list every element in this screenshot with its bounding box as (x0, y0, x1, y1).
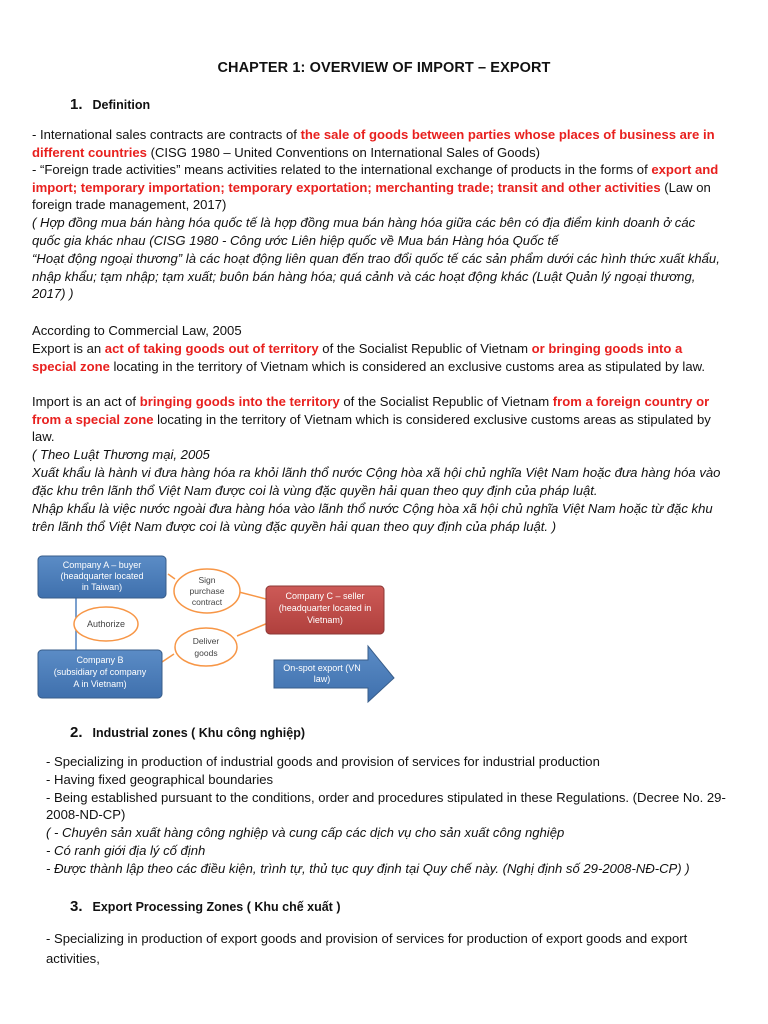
text-run: of the Socialist Republic of Vietnam (339, 394, 553, 409)
trade-flow-diagram (32, 548, 404, 708)
text-run: locating in the territory of Vietnam which is considered exclusive customs areas as stipulated by law. (32, 411, 711, 445)
section-number: 2. (70, 724, 83, 741)
highlight-text: bringing goods into the territory (139, 394, 340, 409)
text-run: Import is an act of (32, 394, 140, 409)
section-heading-industrial-zones (70, 724, 305, 741)
industrial-zone-list (46, 753, 726, 878)
deliver-line-2: goods (194, 648, 218, 658)
company-c-line-2: (headquarter located in (278, 603, 372, 613)
commercial-law-vn-source: ( Theo Luật Thương mại, 2005 (32, 447, 210, 462)
sign-line-1: Sign (198, 575, 216, 585)
sign-line-2: purchase (189, 586, 225, 596)
deliver-goods-ellipse (175, 628, 237, 666)
company-c-line-1: Company C – seller (285, 591, 365, 601)
onspot-line-1: On-spot export (VN (283, 663, 361, 673)
text-run: - “Foreign trade activities” means activities related to the international exchange of products in the forms of (32, 162, 652, 177)
definition-vietnamese-2: “Hoạt động ngoại thương” là các hoạt động liên quan đến trao đổi quốc tế các sản phẩm dưới các hình thức xuất khẩu, nhập khẩu; tạm nhập; tạm xuất; buôn bán hàng hóa; quá cảnh và các hoạt động khác (Luật Quản lý ngoại thương, 2017) ) (32, 251, 720, 302)
list-item: - Specializing in production of industrial goods and provision of services for industrial production (46, 754, 600, 769)
definition-vietnamese-1: ( Hợp đồng mua bán hàng hóa quốc tế là hợp đồng mua bán hàng hóa giữa các bên có địa điểm kinh doanh ở các quốc gia khác nhau (CISG 1980 - Công ước Liên hiệp quốc về Mua bán Hàng hóa Quốc tế (32, 215, 696, 248)
highlight-text: the sale of goods between parties whose places of business are in different countries (32, 127, 715, 160)
section-title: Industrial zones ( Khu công nghiệp) (92, 726, 306, 740)
highlight-text: from a foreign country or from a special zone (32, 394, 710, 427)
definition-paragraph-2 (32, 161, 722, 214)
list-item: - Being established pursuant to the conditions, order and procedures stipulated in these Regulations. (Decree No. 29-2008-ND-CP) (46, 789, 726, 823)
company-a-line-1: Company A – buyer (62, 560, 142, 570)
company-a-line-3: in Taiwan) (81, 582, 123, 592)
highlight-text: or bringing goods into a special zone (32, 341, 683, 374)
list-item-vn: ( - Chuyên sản xuất hàng công nghiệp và cung cấp các dịch vụ cho sản xuất công nghiệp (46, 825, 565, 841)
list-item: - Having fixed geographical boundaries (46, 771, 274, 787)
import-definition (32, 393, 722, 446)
text-run: (Law on foreign trade management, 2017) (32, 179, 711, 213)
export-definition (32, 340, 722, 375)
list-item-vn: - Có ranh giới địa lý cố định (46, 842, 206, 858)
company-c-line-3: Vietnam) (307, 615, 343, 625)
text-run: locating in the territory of Vietnam which is considered an exclusive customs area as stipulated by law. (109, 358, 705, 374)
deliver-line-1: Deliver (192, 636, 220, 646)
onspot-line-2: law) (313, 674, 331, 684)
connector-deliver-c (237, 623, 268, 636)
highlight-text: act of taking goods out of territory (104, 341, 319, 356)
section-title: Definition (92, 98, 151, 112)
section-number: 3. (70, 898, 83, 915)
connector-b-deliver (162, 654, 174, 662)
epz-list (46, 929, 726, 969)
chapter-title: CHAPTER 1: OVERVIEW OF IMPORT – EXPORT (217, 60, 551, 76)
authorize-label: Authorize (86, 619, 126, 629)
list-item: - Specializing in production of export goods and provision of services for production of export goods and export activities, (46, 931, 688, 966)
section-title: Export Processing Zones ( Khu chế xuất ) (92, 900, 341, 914)
commercial-law-intro: According to Commercial Law, 2005 (32, 323, 242, 338)
text-run: Export is an (32, 341, 105, 356)
company-b-line-3: A in Vietnam) (73, 679, 127, 689)
export-definition-vn: Xuất khẩu là hành vi đưa hàng hóa ra khỏi lãnh thổ nước Cộng hòa xã hội chủ nghĩa Việt Nam hoặc đưa hàng hóa vào đặc khu trên lãnh thổ Việt Nam được coi là vùng đặc quyền hải quan theo quy định của pháp luật. (32, 465, 721, 498)
on-spot-export-arrow (274, 646, 394, 702)
company-b-line-2: (subsidiary of company (53, 667, 147, 677)
text-run: (CISG 1980 – United Conventions on International Sales of Goods) (146, 144, 540, 160)
section-heading-definition (70, 96, 150, 113)
diagram-svg (32, 548, 404, 708)
company-b-line-1: Company B (76, 655, 124, 665)
sign-line-3: contract (191, 597, 223, 607)
import-definition-vn: Nhập khẩu là việc nước ngoài đưa hàng hóa vào lãnh thổ nước Cộng hòa xã hội chủ nghĩa Việt Nam hoặc từ đặc khu trên lãnh thổ Việt Nam được coi là vùng đặc quyền hải quan theo quy định của pháp luật. ) (32, 501, 713, 534)
section-heading-export-processing-zones (70, 898, 340, 915)
list-item-vn: - Được thành lập theo các điều kiện, trình tự, thủ tục quy định tại Quy chế này. (Nghị định số 29-2008-NĐ-CP) ) (46, 860, 690, 876)
text-run: - International sales contracts are contracts of (32, 127, 301, 142)
connector-a-sign (168, 574, 175, 579)
definition-paragraph-1 (32, 126, 722, 161)
section-number: 1. (70, 96, 83, 113)
text-run: of the Socialist Republic of Vietnam (318, 341, 532, 356)
highlight-text: export and import; temporary importation; temporary exportation; merchanting trade; transit and other activities (32, 162, 719, 195)
company-a-line-2: (headquarter located (60, 571, 144, 581)
